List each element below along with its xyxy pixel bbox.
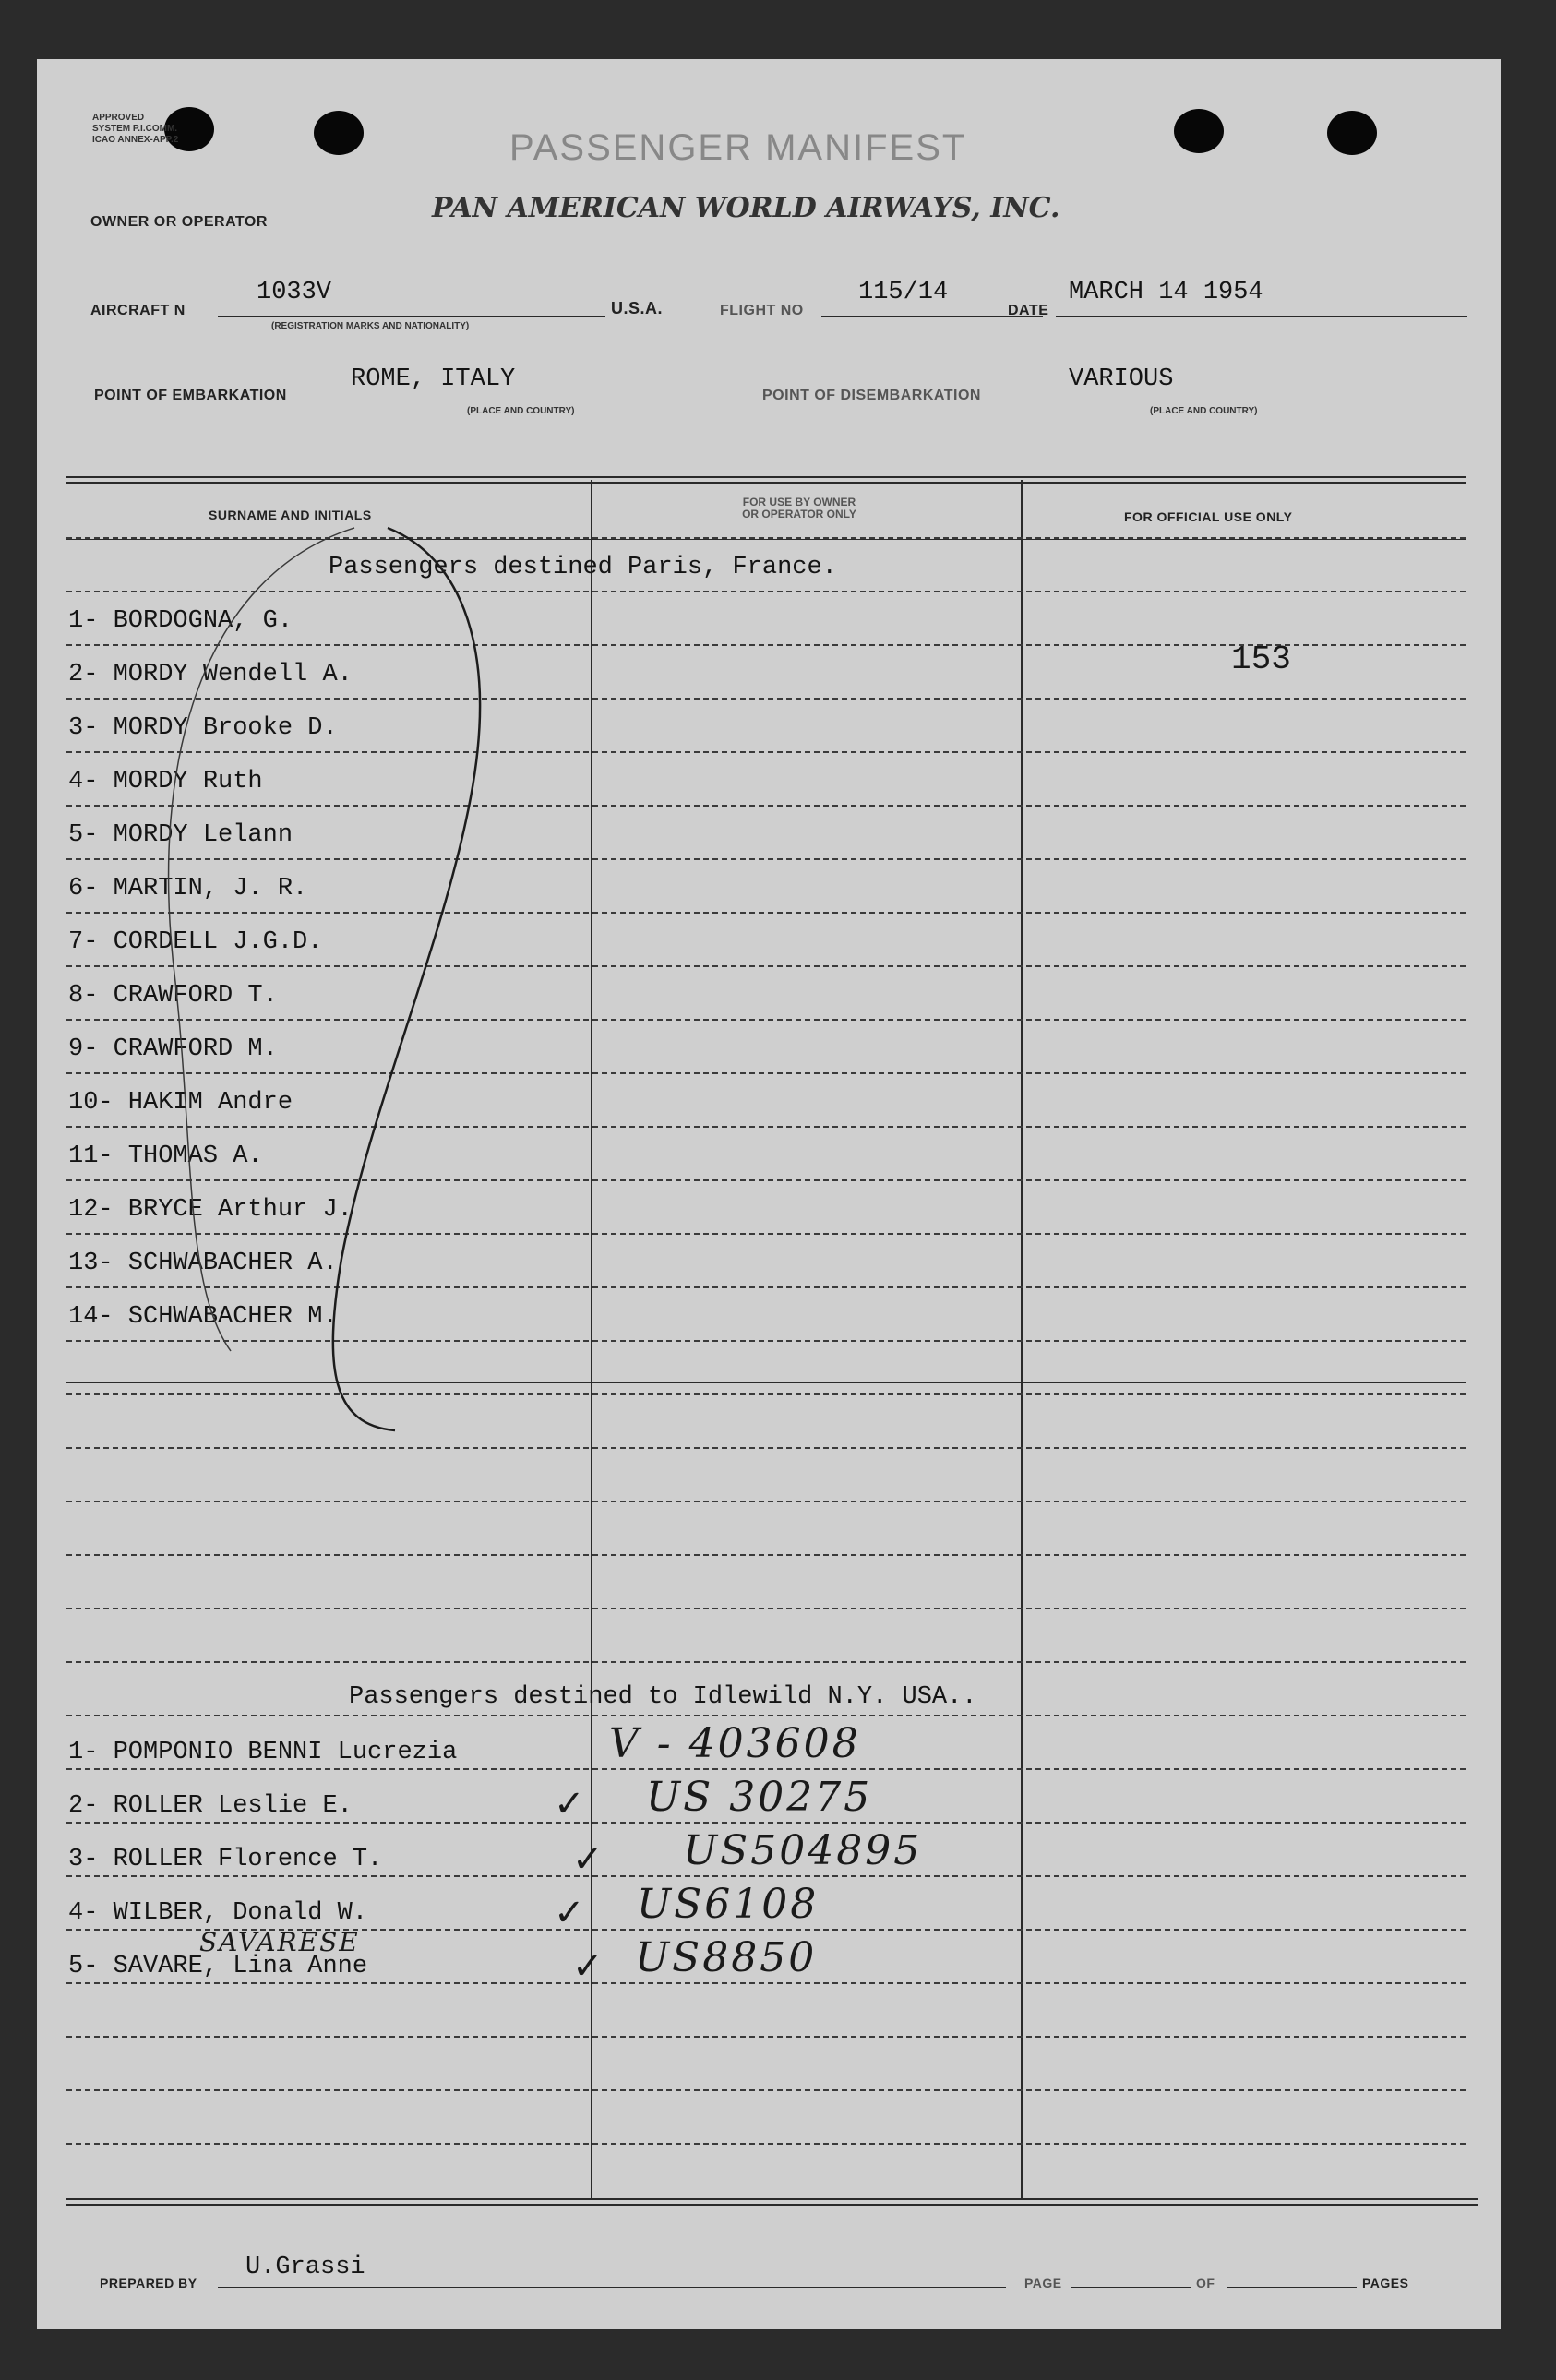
handwritten-number: US504895 xyxy=(683,1827,923,1874)
pages-label: PAGES xyxy=(1362,2276,1409,2290)
owner-use-header-line: FOR USE BY OWNER xyxy=(742,496,856,508)
passenger-row: 14- SCHWABACHER M. xyxy=(68,1303,338,1331)
passenger-row: 12- BRYCE Arthur J. xyxy=(68,1196,353,1224)
passenger-row: 6- MARTIN, J. R. xyxy=(68,875,308,903)
flight-value: 115/14 xyxy=(858,279,949,306)
aircraft-label: AIRCRAFT N xyxy=(90,303,186,318)
passenger-row: 5- MORDY Lelann xyxy=(68,821,293,849)
section-heading-paris: Passengers destined Paris, France. xyxy=(329,554,837,581)
of-label: OF xyxy=(1196,2276,1215,2290)
disembark-value: VARIOUS xyxy=(1069,365,1174,393)
passenger-row: 10- HAKIM Andre xyxy=(68,1089,293,1117)
prepared-value: U.Grassi xyxy=(245,2254,365,2281)
passenger-row: 3- MORDY Brooke D. xyxy=(68,714,338,742)
passenger-row: 1- BORDOGNA, G. xyxy=(68,607,293,635)
approval-line: SYSTEM P.I.COMM. xyxy=(92,124,178,134)
handwritten-bracket xyxy=(37,59,1501,2329)
owner-use-header-line: OR OPERATOR ONLY xyxy=(742,508,856,520)
manifest-page xyxy=(37,59,1501,2329)
flight-label: FLIGHT NO xyxy=(720,303,804,318)
check-mark-icon: ✓ xyxy=(572,1945,604,1988)
passenger-row: 5- SAVARE, Lina Anne xyxy=(68,1953,368,1980)
passenger-row: 2- ROLLER Leslie E. xyxy=(68,1792,353,1820)
registration-caption: (REGISTRATION MARKS AND NATIONALITY) xyxy=(271,321,470,331)
handwritten-number: US 30275 xyxy=(646,1774,873,1821)
disembark-label: POINT OF DISEMBARKATION xyxy=(762,388,981,403)
operator-name: PAN AMERICAN WORLD AIRWAYS, INC. xyxy=(432,192,1060,224)
date-value: MARCH 14 1954 xyxy=(1069,279,1263,306)
disembark-caption: (PLACE AND COUNTRY) xyxy=(1150,406,1258,416)
check-mark-icon: ✓ xyxy=(572,1838,604,1881)
page-underline xyxy=(1071,2287,1191,2288)
section-heading-idlewild: Passengers destined to Idlewild N.Y. USA.. xyxy=(349,1683,977,1711)
passenger-row: 9- CRAWFORD M. xyxy=(68,1035,278,1063)
usa-label: U.S.A. xyxy=(611,299,664,317)
handwritten-name-correction: SAVARESE xyxy=(199,1927,360,1957)
embark-label: POINT OF EMBARKATION xyxy=(94,388,287,403)
passenger-row: 13- SCHWABACHER A. xyxy=(68,1250,338,1277)
embark-caption: (PLACE AND COUNTRY) xyxy=(467,406,575,416)
aircraft-value: 1033V xyxy=(257,279,332,306)
page-title: PASSENGER MANIFEST xyxy=(509,127,967,168)
owner-label: OWNER OR OPERATOR xyxy=(90,214,268,230)
date-label: DATE xyxy=(1008,303,1049,318)
passenger-row: 2- MORDY Wendell A. xyxy=(68,661,353,688)
prepared-underline xyxy=(218,2287,1006,2288)
passenger-row: 7- CORDELL J.G.D. xyxy=(68,928,323,956)
handwritten-number: US6108 xyxy=(637,1881,820,1928)
of-underline xyxy=(1227,2287,1357,2288)
official-use-header: FOR OFFICIAL USE ONLY xyxy=(1124,509,1293,524)
page-label: PAGE xyxy=(1024,2276,1062,2290)
check-mark-icon: ✓ xyxy=(554,1783,585,1825)
approval-line: APPROVED xyxy=(92,113,145,123)
check-mark-icon: ✓ xyxy=(554,1892,585,1934)
prepared-label: PREPARED BY xyxy=(100,2276,197,2290)
embark-value: ROME, ITALY xyxy=(351,365,516,393)
official-number: 153 xyxy=(1231,640,1291,678)
passenger-row: 11- THOMAS A. xyxy=(68,1142,263,1170)
passenger-row: 4- MORDY Ruth xyxy=(68,768,263,795)
passenger-row: 1- POMPONIO BENNI Lucrezia xyxy=(68,1739,458,1766)
passenger-row: 3- ROLLER Florence T. xyxy=(68,1846,383,1873)
names-column-header: SURNAME AND INITIALS xyxy=(209,508,372,522)
handwritten-number: V - 403608 xyxy=(609,1720,861,1767)
passenger-row: 4- WILBER, Donald W. xyxy=(68,1899,368,1927)
passenger-row: 8- CRAWFORD T. xyxy=(68,982,278,1010)
handwritten-number: US8850 xyxy=(635,1934,818,1981)
approval-line: ICAO ANNEX-APP.2 xyxy=(92,135,179,145)
